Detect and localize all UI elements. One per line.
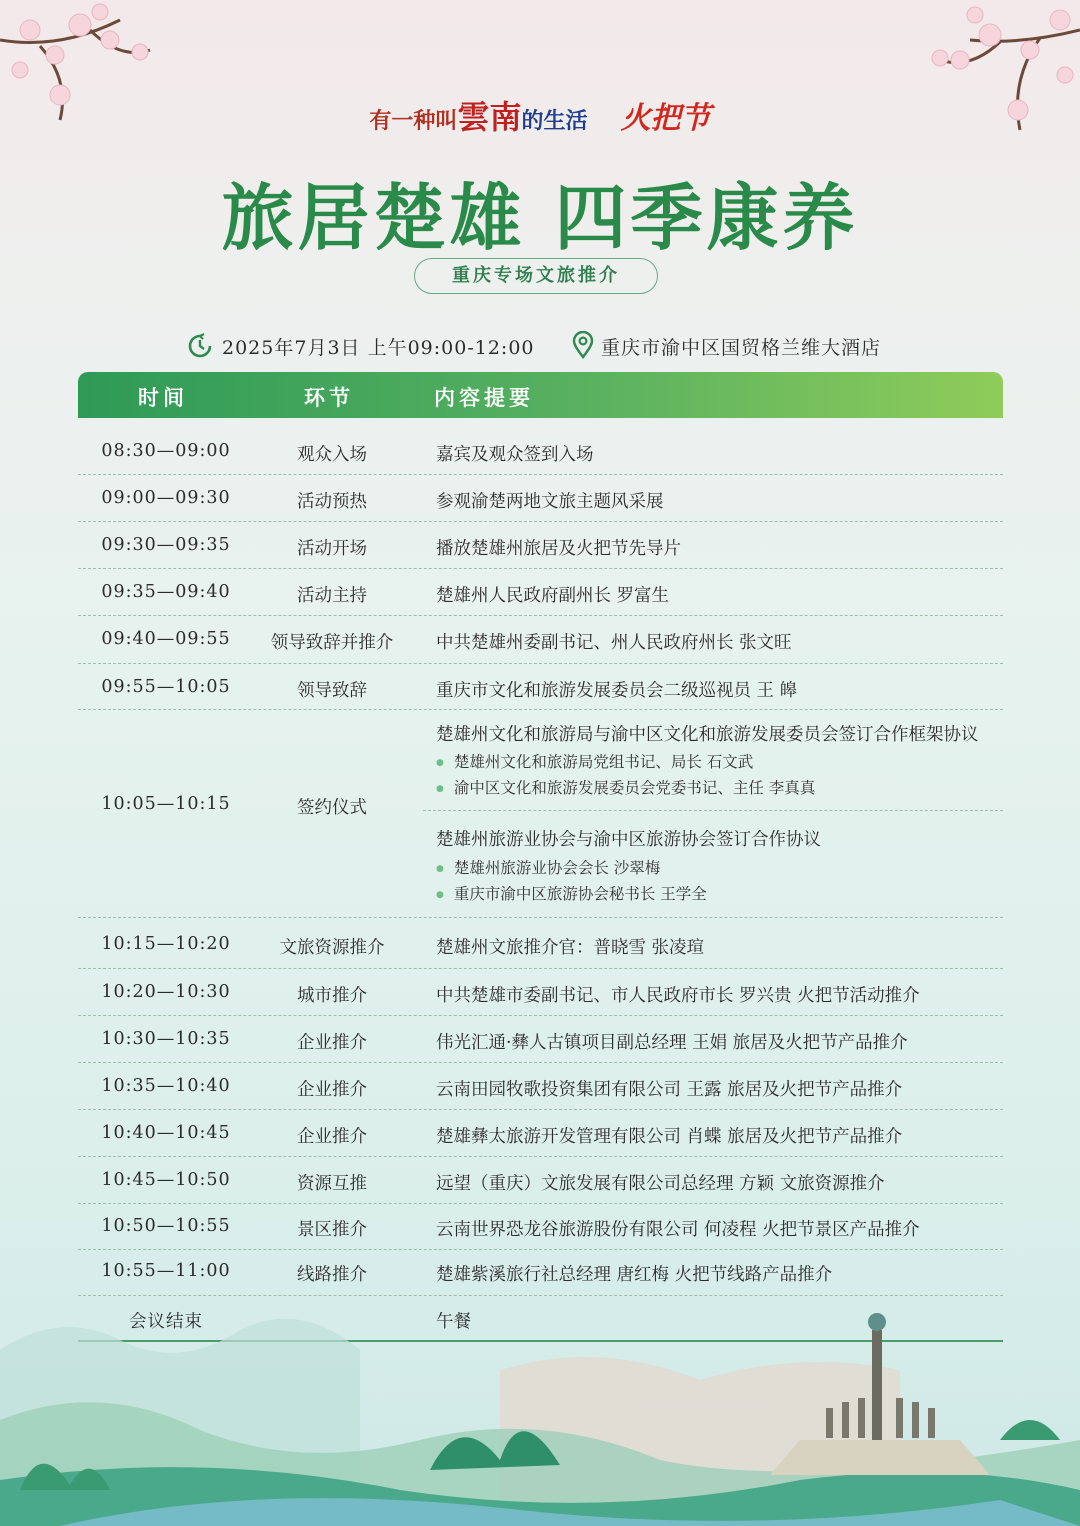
row-content: 云南田园牧歌投资集团有限公司 王露 旅居及火把节产品推介 — [436, 1080, 903, 1100]
header-time: 时间 — [138, 385, 188, 410]
row-time: 10:45—10:50 — [101, 1170, 231, 1190]
row-content: 嘉宾及观众签到入场 — [436, 445, 594, 465]
row-content: 参观渝楚两地文旅主题风采展 — [436, 492, 664, 512]
table-row — [78, 1063, 1003, 1110]
header-content: 内容提要 — [434, 385, 534, 410]
table-row — [78, 1016, 1003, 1063]
signatory-item: ● 楚雄州文化和旅游局党组书记、局长 石文武 — [436, 750, 753, 772]
table-row — [78, 428, 1003, 475]
table-row — [78, 522, 1003, 569]
row-segment: 资源互推 — [297, 1174, 367, 1194]
row-time: 10:15—10:20 — [101, 934, 231, 954]
row-segment: 活动预热 — [297, 492, 367, 512]
row-content: 伟光汇通·彝人古镇项目副总经理 王娟 旅居及火把节产品推介 — [436, 1033, 908, 1053]
clock-icon — [186, 332, 214, 360]
row-time: 10:20—10:30 — [101, 982, 231, 1002]
table-row — [78, 969, 1003, 1016]
row-time: 09:40—09:55 — [101, 629, 231, 649]
row-time: 09:35—09:40 — [101, 582, 231, 602]
table-row-signing — [78, 710, 1003, 918]
row-segment: 企业推介 — [297, 1080, 367, 1100]
row-content: 重庆市文化和旅游发展委员会二级巡视员 王 皞 — [436, 681, 798, 701]
row-segment: 景区推介 — [297, 1220, 367, 1240]
landscape-illustration — [0, 1290, 1080, 1526]
row-segment: 企业推介 — [297, 1033, 367, 1053]
row-content: 远望（重庆）文旅发展有限公司总经理 方颖 文旅资源推介 — [436, 1174, 885, 1194]
row-segment: 领导致辞 — [297, 681, 367, 701]
signatory-item: ● 重庆市渝中区旅游协会秘书长 王学全 — [436, 882, 707, 904]
table-row — [78, 1157, 1003, 1204]
event-datetime: 2025年7月3日 上午09:00-12:00 — [222, 337, 535, 359]
row-content: 楚雄彝太旅游开发管理有限公司 肖蝶 旅居及火把节产品推介 — [436, 1127, 903, 1147]
signatory-item: ● 楚雄州旅游业协会会长 沙翠梅 — [436, 856, 660, 878]
row-segment: 线路推介 — [297, 1265, 367, 1285]
location-pin-icon — [572, 331, 594, 359]
row-segment: 活动主持 — [297, 586, 367, 606]
row-time: 10:30—10:35 — [101, 1029, 231, 1049]
agenda-table-header — [78, 372, 1003, 418]
row-time: 10:50—10:55 — [101, 1216, 231, 1236]
row-time: 09:55—10:05 — [101, 677, 231, 697]
yunnan-life-logo: 有一种叫雲南的生活 — [369, 98, 588, 136]
table-row — [78, 569, 1003, 616]
row-time: 09:30—09:35 — [101, 535, 231, 555]
row-content: 楚雄州人民政府副州长 罗富生 — [436, 586, 670, 606]
row-content: 楚雄紫溪旅行社总经理 唐红梅 火把节线路产品推介 — [436, 1265, 833, 1285]
row-time: 10:35—10:40 — [101, 1076, 231, 1096]
row-segment: 城市推介 — [297, 986, 367, 1006]
table-row — [78, 1204, 1003, 1250]
row-segment: 签约仪式 — [297, 798, 367, 818]
table-row — [78, 918, 1003, 969]
row-content: 播放楚雄州旅居及火把节先导片 — [436, 539, 681, 559]
row-time: 10:40—10:45 — [101, 1123, 231, 1143]
divider — [423, 810, 1003, 811]
row-segment: 文旅资源推介 — [279, 938, 385, 958]
signatory-item: ● 渝中区文化和旅游发展委员会党委书记、主任 李真真 — [436, 776, 815, 798]
row-time: 会议结束 — [129, 1312, 203, 1332]
table-row — [78, 475, 1003, 522]
row-time: 10:05—10:15 — [101, 794, 231, 814]
agreement-title: 楚雄州文化和旅游局与渝中区文化和旅游发展委员会签订合作框架协议 — [436, 725, 979, 745]
page-title: 旅居楚雄 四季康养 — [221, 175, 859, 260]
agreement-title: 楚雄州旅游业协会与渝中区旅游协会签订合作协议 — [436, 830, 821, 850]
torch-festival-logo: 火把节 — [620, 101, 711, 136]
table-row — [78, 1110, 1003, 1157]
row-segment: 观众入场 — [297, 445, 367, 465]
header-segment: 环节 — [304, 385, 354, 410]
row-time: 08:30—09:00 — [101, 441, 231, 461]
row-segment: 企业推介 — [297, 1127, 367, 1147]
row-content: 午餐 — [436, 1312, 471, 1332]
row-segment: 领导致辞并推介 — [270, 633, 394, 653]
row-content: 楚雄州文旅推介官：普晓雪 张凌瑄 — [436, 938, 705, 958]
page-subtitle: 重庆专场文旅推介 — [414, 258, 658, 294]
table-row — [78, 616, 1003, 664]
event-venue: 重庆市渝中区国贸格兰维大酒店 — [601, 337, 882, 359]
row-time: 10:55—11:00 — [101, 1261, 231, 1281]
event-info — [0, 330, 1080, 362]
table-row — [78, 664, 1003, 710]
row-time: 09:00—09:30 — [101, 488, 231, 508]
row-content: 中共楚雄州委副书记、州人民政府州长 张文旺 — [436, 633, 792, 653]
row-content: 中共楚雄市委副书记、市人民政府市长 罗兴贵 火把节活动推介 — [436, 986, 920, 1006]
row-segment: 活动开场 — [297, 539, 367, 559]
brand-logos — [0, 92, 1080, 138]
row-content: 云南世界恐龙谷旅游股份有限公司 何凌程 火把节景区产品推介 — [436, 1220, 920, 1240]
